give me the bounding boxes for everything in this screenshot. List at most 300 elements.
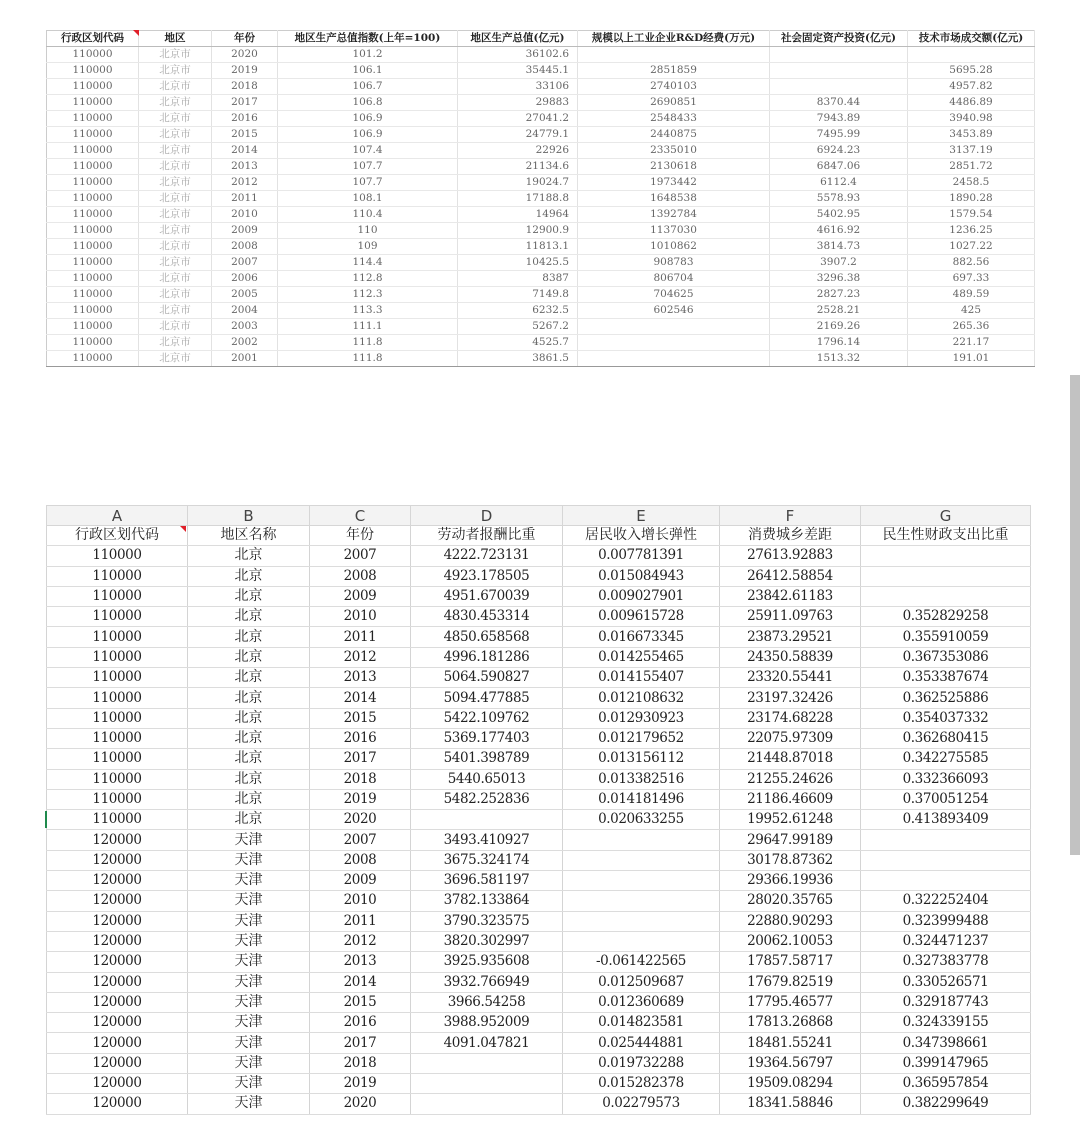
table-cell[interactable]: 0.399147965: [861, 1053, 1031, 1073]
table-cell[interactable]: 2458.5: [908, 175, 1035, 191]
table-cell[interactable]: 0.014255465: [563, 647, 720, 667]
table-cell[interactable]: 0.413893409: [861, 810, 1031, 830]
table-cell[interactable]: 25911.09763: [720, 607, 861, 627]
table-cell[interactable]: 2006: [212, 271, 278, 287]
table-cell[interactable]: [563, 911, 720, 931]
table-cell[interactable]: 106.9: [278, 111, 458, 127]
table-cell[interactable]: 110000: [47, 586, 188, 606]
table-cell[interactable]: 4996.181286: [411, 647, 563, 667]
table-cell[interactable]: 882.56: [908, 255, 1035, 271]
table-cell[interactable]: 1236.25: [908, 223, 1035, 239]
table-cell[interactable]: 1027.22: [908, 239, 1035, 255]
column-header[interactable]: 行政区划代码: [47, 31, 139, 47]
table-cell[interactable]: 111.1: [278, 319, 458, 335]
table-cell[interactable]: 2008: [310, 850, 411, 870]
table-cell[interactable]: 7943.89: [770, 111, 908, 127]
table-cell[interactable]: 北京市: [139, 79, 212, 95]
table-cell[interactable]: 0.025444881: [563, 1033, 720, 1053]
table-cell[interactable]: 110000: [47, 607, 188, 627]
table-cell[interactable]: 2851.72: [908, 159, 1035, 175]
table-cell[interactable]: [563, 891, 720, 911]
table-cell[interactable]: [563, 830, 720, 850]
column-letter-header[interactable]: F: [720, 506, 861, 526]
table-cell[interactable]: 2020: [212, 47, 278, 63]
table-cell[interactable]: 天津: [188, 830, 310, 850]
table-cell[interactable]: 天津: [188, 1053, 310, 1073]
table-cell[interactable]: 2009: [212, 223, 278, 239]
table-cell[interactable]: 0.322252404: [861, 891, 1031, 911]
table-cell[interactable]: 5578.93: [770, 191, 908, 207]
table-cell[interactable]: 5402.95: [770, 207, 908, 223]
table-cell[interactable]: 3925.935608: [411, 952, 563, 972]
table-cell[interactable]: 3696.581197: [411, 871, 563, 891]
table-cell[interactable]: 2528.21: [770, 303, 908, 319]
table-cell[interactable]: 30178.87362: [720, 850, 861, 870]
table-cell[interactable]: 21186.46609: [720, 789, 861, 809]
column-header[interactable]: 居民收入增长弹性: [563, 526, 720, 546]
table-cell[interactable]: 北京市: [139, 319, 212, 335]
table-cell[interactable]: 8387: [458, 271, 578, 287]
table-cell[interactable]: 天津: [188, 911, 310, 931]
table-cell[interactable]: 0.014823581: [563, 1013, 720, 1033]
table-cell[interactable]: 110000: [47, 668, 188, 688]
table-cell[interactable]: 120000: [47, 830, 188, 850]
table-cell[interactable]: 110000: [47, 191, 139, 207]
table-cell[interactable]: 2017: [212, 95, 278, 111]
table-cell[interactable]: 110000: [47, 688, 188, 708]
table-cell[interactable]: 北京: [188, 607, 310, 627]
table-cell[interactable]: 3861.5: [458, 351, 578, 367]
table-cell[interactable]: 425: [908, 303, 1035, 319]
table-cell[interactable]: 2010: [212, 207, 278, 223]
table-cell[interactable]: 北京: [188, 810, 310, 830]
table-cell[interactable]: 33106: [458, 79, 578, 95]
table-cell[interactable]: 2014: [212, 143, 278, 159]
table-cell[interactable]: 3966.54258: [411, 992, 563, 1012]
table-cell[interactable]: 2015: [310, 708, 411, 728]
table-cell[interactable]: 29883: [458, 95, 578, 111]
table-cell[interactable]: 110000: [47, 143, 139, 159]
table-cell[interactable]: 1137030: [578, 223, 770, 239]
column-header[interactable]: 地区生产总值(亿元): [458, 31, 578, 47]
table-cell[interactable]: 2008: [310, 566, 411, 586]
table-cell[interactable]: 0.370051254: [861, 789, 1031, 809]
table-cell[interactable]: 北京市: [139, 47, 212, 63]
table-cell[interactable]: 28020.35765: [720, 891, 861, 911]
table-cell[interactable]: 110000: [47, 287, 139, 303]
table-cell[interactable]: 北京市: [139, 63, 212, 79]
table-cell[interactable]: 1392784: [578, 207, 770, 223]
table-cell[interactable]: 2018: [212, 79, 278, 95]
table-cell[interactable]: 北京: [188, 728, 310, 748]
table-cell[interactable]: 106.8: [278, 95, 458, 111]
table-cell[interactable]: 北京: [188, 627, 310, 647]
table-cell[interactable]: 4850.658568: [411, 627, 563, 647]
table-cell[interactable]: 3814.73: [770, 239, 908, 255]
table-cell[interactable]: 2740103: [578, 79, 770, 95]
table-cell[interactable]: 110000: [47, 207, 139, 223]
table-cell[interactable]: 18481.55241: [720, 1033, 861, 1053]
table-cell[interactable]: 天津: [188, 972, 310, 992]
table-cell[interactable]: 17188.8: [458, 191, 578, 207]
table-cell[interactable]: 7495.99: [770, 127, 908, 143]
table-cell[interactable]: 0.353387674: [861, 668, 1031, 688]
table-cell[interactable]: 23197.32426: [720, 688, 861, 708]
table-cell[interactable]: 2009: [310, 586, 411, 606]
table-cell[interactable]: 10425.5: [458, 255, 578, 271]
table-cell[interactable]: [563, 931, 720, 951]
table-cell[interactable]: 5422.109762: [411, 708, 563, 728]
table-cell[interactable]: 1513.32: [770, 351, 908, 367]
table-cell[interactable]: 2169.26: [770, 319, 908, 335]
table-cell[interactable]: 24779.1: [458, 127, 578, 143]
comment-indicator-icon[interactable]: [180, 526, 186, 532]
table-cell[interactable]: 0.332366093: [861, 769, 1031, 789]
table-cell[interactable]: 110000: [47, 627, 188, 647]
table-cell[interactable]: 4222.723131: [411, 546, 563, 566]
table-cell[interactable]: 704625: [578, 287, 770, 303]
table-cell[interactable]: 4616.92: [770, 223, 908, 239]
table-cell[interactable]: 2003: [212, 319, 278, 335]
table-cell[interactable]: 1796.14: [770, 335, 908, 351]
table-cell[interactable]: 0.014155407: [563, 668, 720, 688]
table-cell[interactable]: 0.015282378: [563, 1074, 720, 1094]
table-cell[interactable]: 221.17: [908, 335, 1035, 351]
table-cell[interactable]: 北京市: [139, 95, 212, 111]
table-cell[interactable]: [770, 63, 908, 79]
table-cell[interactable]: 2015: [310, 992, 411, 1012]
table-cell[interactable]: 0.324471237: [861, 931, 1031, 951]
table-cell[interactable]: 0.367353086: [861, 647, 1031, 667]
table-cell[interactable]: 110000: [47, 47, 139, 63]
table-cell[interactable]: [578, 351, 770, 367]
column-letter-header[interactable]: D: [411, 506, 563, 526]
column-header[interactable]: 民生性财政支出比重: [861, 526, 1031, 546]
table-cell[interactable]: 120000: [47, 1033, 188, 1053]
table-cell[interactable]: 3932.766949: [411, 972, 563, 992]
table-cell[interactable]: 3988.952009: [411, 1013, 563, 1033]
table-cell[interactable]: 天津: [188, 931, 310, 951]
table-cell[interactable]: 0.365957854: [861, 1074, 1031, 1094]
table-cell[interactable]: 5094.477885: [411, 688, 563, 708]
table-cell[interactable]: 北京市: [139, 351, 212, 367]
table-cell[interactable]: 0.012108632: [563, 688, 720, 708]
table-cell[interactable]: 35445.1: [458, 63, 578, 79]
table-cell[interactable]: 北京市: [139, 239, 212, 255]
table-cell[interactable]: [861, 850, 1031, 870]
table-cell[interactable]: 2015: [212, 127, 278, 143]
table-cell[interactable]: 602546: [578, 303, 770, 319]
table-cell[interactable]: 0.013156112: [563, 749, 720, 769]
table-cell[interactable]: 2851859: [578, 63, 770, 79]
table-cell[interactable]: 2016: [212, 111, 278, 127]
table-cell[interactable]: 0.009027901: [563, 586, 720, 606]
table-cell[interactable]: 2130618: [578, 159, 770, 175]
table-cell[interactable]: 天津: [188, 1033, 310, 1053]
table-cell[interactable]: 2013: [212, 159, 278, 175]
table-cell[interactable]: 0.012179652: [563, 728, 720, 748]
table-cell[interactable]: 2013: [310, 668, 411, 688]
table-cell[interactable]: 17795.46577: [720, 992, 861, 1012]
table-cell[interactable]: 2020: [310, 1094, 411, 1114]
table-cell[interactable]: 106.9: [278, 127, 458, 143]
table-cell[interactable]: [578, 319, 770, 335]
table-cell[interactable]: [861, 566, 1031, 586]
table-cell[interactable]: 120000: [47, 952, 188, 972]
table-cell[interactable]: 120000: [47, 931, 188, 951]
table-cell[interactable]: 0.016673345: [563, 627, 720, 647]
table-cell[interactable]: 2012: [310, 647, 411, 667]
table-cell[interactable]: [861, 546, 1031, 566]
table-cell[interactable]: 2690851: [578, 95, 770, 111]
table-cell[interactable]: 4486.89: [908, 95, 1035, 111]
table-cell[interactable]: 2011: [212, 191, 278, 207]
column-header[interactable]: 地区: [139, 31, 212, 47]
table-cell[interactable]: 0.382299649: [861, 1094, 1031, 1114]
table-cell[interactable]: 0.323999488: [861, 911, 1031, 931]
table-cell[interactable]: 2004: [212, 303, 278, 319]
column-header[interactable]: 年份: [212, 31, 278, 47]
table-cell[interactable]: 108.1: [278, 191, 458, 207]
table-cell[interactable]: 23174.68228: [720, 708, 861, 728]
table-cell[interactable]: 北京: [188, 566, 310, 586]
table-cell[interactable]: 19364.56797: [720, 1053, 861, 1073]
table-cell[interactable]: 0.327383778: [861, 952, 1031, 972]
table-cell[interactable]: 110000: [47, 789, 188, 809]
table-cell[interactable]: 5482.252836: [411, 789, 563, 809]
table-cell[interactable]: 110000: [47, 566, 188, 586]
table-cell[interactable]: 北京市: [139, 223, 212, 239]
table-cell[interactable]: 2001: [212, 351, 278, 367]
table-cell[interactable]: 天津: [188, 871, 310, 891]
table-cell[interactable]: 110000: [47, 127, 139, 143]
table-cell[interactable]: 0.013382516: [563, 769, 720, 789]
table-cell[interactable]: 23320.55441: [720, 668, 861, 688]
table-cell[interactable]: 120000: [47, 1053, 188, 1073]
table-cell[interactable]: 北京市: [139, 255, 212, 271]
table-cell[interactable]: 2005: [212, 287, 278, 303]
table-cell[interactable]: 110000: [47, 63, 139, 79]
table-cell[interactable]: 天津: [188, 1074, 310, 1094]
table-cell[interactable]: 110000: [47, 769, 188, 789]
table-cell[interactable]: 191.01: [908, 351, 1035, 367]
table-cell[interactable]: 北京: [188, 688, 310, 708]
table-cell[interactable]: 27613.92883: [720, 546, 861, 566]
table-cell[interactable]: 36102.6: [458, 47, 578, 63]
table-cell[interactable]: [908, 47, 1035, 63]
table-cell[interactable]: 2007: [310, 546, 411, 566]
column-header[interactable]: 地区生产总值指数(上年=100): [278, 31, 458, 47]
table-cell[interactable]: 26412.58854: [720, 566, 861, 586]
table-cell[interactable]: 2007: [212, 255, 278, 271]
table-cell[interactable]: 6112.4: [770, 175, 908, 191]
table-cell[interactable]: 110.4: [278, 207, 458, 223]
table-cell[interactable]: 2013: [310, 952, 411, 972]
table-cell[interactable]: 北京: [188, 749, 310, 769]
table-cell[interactable]: 120000: [47, 972, 188, 992]
table-cell[interactable]: [563, 871, 720, 891]
table-cell[interactable]: 2007: [310, 830, 411, 850]
table-cell[interactable]: 106.7: [278, 79, 458, 95]
table-cell[interactable]: 北京市: [139, 335, 212, 351]
column-letter-header[interactable]: A: [47, 506, 188, 526]
table-cell[interactable]: 14964: [458, 207, 578, 223]
table-cell[interactable]: 19509.08294: [720, 1074, 861, 1094]
table-cell[interactable]: 110000: [47, 728, 188, 748]
table-cell[interactable]: 2827.23: [770, 287, 908, 303]
table-cell[interactable]: 3137.19: [908, 143, 1035, 159]
table-cell[interactable]: [861, 871, 1031, 891]
table-cell[interactable]: 北京: [188, 647, 310, 667]
table-cell[interactable]: 19024.7: [458, 175, 578, 191]
column-letter-header[interactable]: B: [188, 506, 310, 526]
table-cell[interactable]: 0.020633255: [563, 810, 720, 830]
table-cell[interactable]: 天津: [188, 1094, 310, 1114]
table-cell[interactable]: 110000: [47, 303, 139, 319]
table-cell[interactable]: 21255.24626: [720, 769, 861, 789]
table-cell[interactable]: 0.015084943: [563, 566, 720, 586]
table-cell[interactable]: 2010: [310, 607, 411, 627]
table-cell[interactable]: 120000: [47, 1074, 188, 1094]
table-cell[interactable]: 北京市: [139, 207, 212, 223]
table-cell[interactable]: -0.061422565: [563, 952, 720, 972]
table-cell[interactable]: 110000: [47, 111, 139, 127]
table-cell[interactable]: 2012: [310, 931, 411, 951]
table-cell[interactable]: 120000: [47, 891, 188, 911]
table-cell[interactable]: 北京市: [139, 191, 212, 207]
table-cell[interactable]: 北京: [188, 789, 310, 809]
table-cell[interactable]: 2010: [310, 891, 411, 911]
table-cell[interactable]: 2020: [310, 810, 411, 830]
table-cell[interactable]: [770, 79, 908, 95]
table-cell[interactable]: 0.012360689: [563, 992, 720, 1012]
table-cell[interactable]: 2440875: [578, 127, 770, 143]
table-cell[interactable]: 2017: [310, 1033, 411, 1053]
table-cell[interactable]: 22926: [458, 143, 578, 159]
table-cell[interactable]: 北京市: [139, 271, 212, 287]
table-cell[interactable]: 6232.5: [458, 303, 578, 319]
table-cell[interactable]: 北京市: [139, 287, 212, 303]
table-cell[interactable]: 101.2: [278, 47, 458, 63]
table-cell[interactable]: 110000: [47, 79, 139, 95]
table-cell[interactable]: 5369.177403: [411, 728, 563, 748]
table-cell[interactable]: 北京: [188, 546, 310, 566]
table-cell[interactable]: 北京: [188, 668, 310, 688]
table-cell[interactable]: 110000: [47, 335, 139, 351]
table-cell[interactable]: 120000: [47, 871, 188, 891]
table-cell[interactable]: 21134.6: [458, 159, 578, 175]
table-cell[interactable]: 18341.58846: [720, 1094, 861, 1114]
table-cell[interactable]: 天津: [188, 952, 310, 972]
column-header[interactable]: 技术市场成交额(亿元): [908, 31, 1035, 47]
table-cell[interactable]: 110000: [47, 175, 139, 191]
table-cell[interactable]: 20062.10053: [720, 931, 861, 951]
table-cell[interactable]: 3790.323575: [411, 911, 563, 931]
table-cell[interactable]: 697.33: [908, 271, 1035, 287]
table-cell[interactable]: 110000: [47, 95, 139, 111]
table-cell[interactable]: 24350.58839: [720, 647, 861, 667]
table-cell[interactable]: [411, 810, 563, 830]
table-cell[interactable]: 110000: [47, 351, 139, 367]
table-cell[interactable]: 120000: [47, 850, 188, 870]
table-cell[interactable]: 1579.54: [908, 207, 1035, 223]
table-cell[interactable]: 19952.61248: [720, 810, 861, 830]
table-cell[interactable]: 北京市: [139, 143, 212, 159]
table-cell[interactable]: 5064.590827: [411, 668, 563, 688]
table-cell[interactable]: 2019: [310, 1074, 411, 1094]
table-cell[interactable]: 0.329187743: [861, 992, 1031, 1012]
table-cell[interactable]: 北京: [188, 708, 310, 728]
table-cell[interactable]: 3493.410927: [411, 830, 563, 850]
table-cell[interactable]: 107.4: [278, 143, 458, 159]
comment-indicator-icon[interactable]: [133, 30, 139, 36]
table-cell[interactable]: 120000: [47, 911, 188, 931]
table-cell[interactable]: 0.355910059: [861, 627, 1031, 647]
table-cell[interactable]: 北京市: [139, 111, 212, 127]
table-cell[interactable]: 114.4: [278, 255, 458, 271]
column-letter-header[interactable]: G: [861, 506, 1031, 526]
column-header[interactable]: 消费城乡差距: [720, 526, 861, 546]
table-cell[interactable]: 0.330526571: [861, 972, 1031, 992]
table-cell[interactable]: 0.012509687: [563, 972, 720, 992]
table-cell[interactable]: 1890.28: [908, 191, 1035, 207]
table-cell[interactable]: 29647.99189: [720, 830, 861, 850]
table-cell[interactable]: 110000: [47, 810, 188, 830]
table-cell[interactable]: 110000: [47, 647, 188, 667]
table-cell[interactable]: 3907.2: [770, 255, 908, 271]
table-cell[interactable]: 110000: [47, 546, 188, 566]
table-cell[interactable]: 6847.06: [770, 159, 908, 175]
table-cell[interactable]: 113.3: [278, 303, 458, 319]
table-cell[interactable]: 天津: [188, 1013, 310, 1033]
table-cell[interactable]: 110000: [47, 239, 139, 255]
table-cell[interactable]: 0.362525886: [861, 688, 1031, 708]
table-cell[interactable]: 17813.26868: [720, 1013, 861, 1033]
vertical-scrollbar[interactable]: [1070, 375, 1080, 855]
table-cell[interactable]: 111.8: [278, 335, 458, 351]
table-cell[interactable]: 3675.324174: [411, 850, 563, 870]
table-cell[interactable]: 2018: [310, 769, 411, 789]
table-cell[interactable]: 2012: [212, 175, 278, 191]
table-cell[interactable]: 2019: [212, 63, 278, 79]
column-header[interactable]: 社会固定资产投资(亿元): [770, 31, 908, 47]
column-header[interactable]: 年份: [310, 526, 411, 546]
table-cell[interactable]: 107.7: [278, 175, 458, 191]
table-cell[interactable]: [861, 586, 1031, 606]
table-cell[interactable]: 107.7: [278, 159, 458, 175]
table-cell[interactable]: 22880.90293: [720, 911, 861, 931]
table-cell[interactable]: 110000: [47, 708, 188, 728]
table-cell[interactable]: 0.347398661: [861, 1033, 1031, 1053]
table-cell[interactable]: 5401.398789: [411, 749, 563, 769]
table-cell[interactable]: 4525.7: [458, 335, 578, 351]
column-letter-header[interactable]: C: [310, 506, 411, 526]
table-cell[interactable]: 7149.8: [458, 287, 578, 303]
table-cell[interactable]: 3296.38: [770, 271, 908, 287]
table-cell[interactable]: 北京: [188, 769, 310, 789]
table-cell[interactable]: 2018: [310, 1053, 411, 1073]
table-cell[interactable]: 110: [278, 223, 458, 239]
table-cell[interactable]: 北京市: [139, 159, 212, 175]
table-cell[interactable]: 120000: [47, 1013, 188, 1033]
table-cell[interactable]: 0.019732288: [563, 1053, 720, 1073]
table-cell[interactable]: 23842.61183: [720, 586, 861, 606]
table-cell[interactable]: [861, 830, 1031, 850]
column-header[interactable]: 地区名称: [188, 526, 310, 546]
table-cell[interactable]: 0.009615728: [563, 607, 720, 627]
table-cell[interactable]: 21448.87018: [720, 749, 861, 769]
table-cell[interactable]: 110000: [47, 255, 139, 271]
